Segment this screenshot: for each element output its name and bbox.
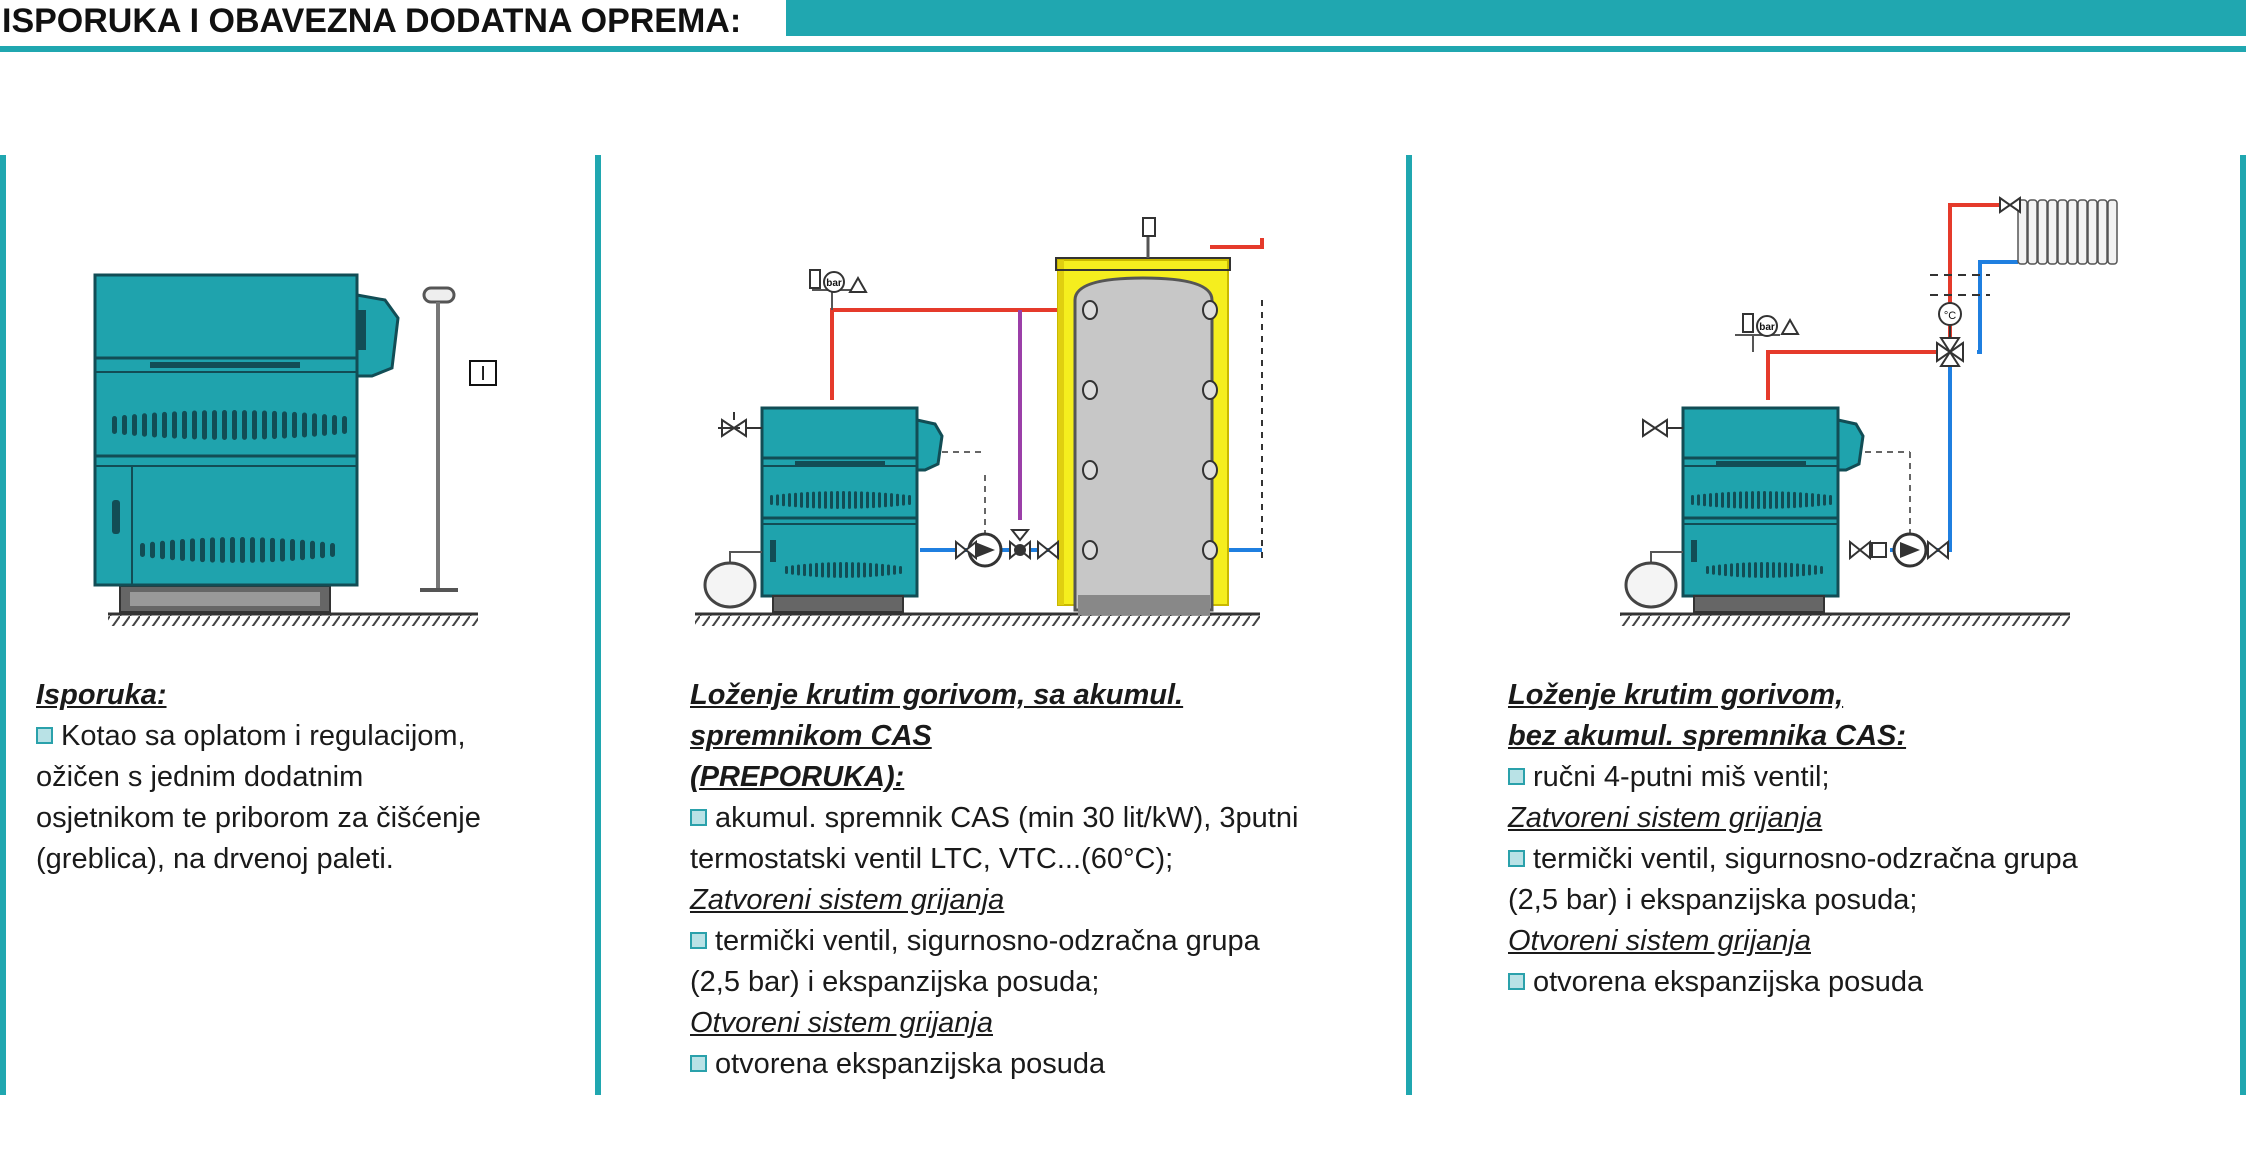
page-title: ISPORUKA I OBAVEZNA DODATNA OPREMA: [2, 2, 742, 40]
vent-slot [1706, 566, 1709, 574]
accumulator-heading-1: Loženje krutim gorivom, sa akumul. [690, 679, 1184, 711]
vent-slot [1715, 493, 1718, 508]
open-system-heading: Otvoreni sistem grijanja [690, 1007, 993, 1039]
direct-section [1508, 675, 2078, 1003]
vent-slot [1787, 492, 1790, 509]
accumulator-item-3-text: otvorena ekspanzijska posuda [715, 1048, 1106, 1080]
vent-slot [1724, 564, 1727, 576]
delivery-line-3: osjetnikom te priborom za čišćenje [36, 802, 481, 834]
open-system-heading: Otvoreni sistem grijanja [1508, 925, 1811, 957]
pressure-gauge-label: bar [1759, 322, 1775, 333]
vent-slot [1748, 562, 1751, 577]
direct-item-1-text: ručni 4-putni miš ventil; [1533, 761, 1830, 793]
four-way-mixing-valve-icon [1937, 303, 1963, 366]
radiator-fin [2088, 200, 2097, 264]
radiator-fin [2078, 200, 2087, 264]
boiler-icon [1683, 408, 1863, 612]
direct-item-3-text: otvorena ekspanzijska posuda [1533, 966, 1924, 998]
delivery-line-2: ožičen s jednim dodatnim [36, 761, 364, 793]
vent-slot [1751, 491, 1754, 509]
delivery-heading: Isporuka: [36, 679, 167, 711]
vent-slot [1766, 562, 1769, 578]
vent-slot [1814, 565, 1817, 575]
accumulator-item-1-cont: termostatski ventil LTC, VTC...(60°C); [690, 843, 1174, 875]
closed-system-heading: Zatvoreni sistem grijanja [690, 884, 1005, 916]
vent-slot [1733, 492, 1736, 509]
direct-heading-1: Loženje krutim gorivom, [1508, 679, 1844, 711]
vent-slot [1829, 495, 1832, 505]
vent-slot [1697, 494, 1700, 505]
vent-slot [1772, 562, 1775, 578]
accumulator-item-1-text: akumul. spremnik CAS (min 30 lit/kW), 3putni [715, 802, 1299, 834]
vent-slot [1781, 491, 1784, 508]
vent-slot [1778, 562, 1781, 577]
accumulator-item-2-text: termički ventil, sigurnosno-odzračna grupa [715, 925, 1260, 957]
direct-item-2-text: termički ventil, sigurnosno-odzračna grupa [1533, 843, 2078, 875]
direct-item-2 [1508, 839, 2078, 880]
direct-heading-2: bez akumul. spremnika CAS: [1508, 720, 1907, 752]
vent-slot [1754, 562, 1757, 578]
vent-slot [1757, 491, 1760, 509]
vent-slot [1718, 564, 1721, 575]
vent-slot [1760, 562, 1763, 578]
delivery-line-1 [36, 716, 481, 757]
vent-slot [1793, 492, 1796, 508]
radiator-icon [2018, 200, 2117, 264]
bullet-icon [1508, 973, 1525, 990]
radiator-fin [2038, 200, 2047, 264]
direct-item-3 [1508, 962, 2078, 1003]
radiator-fin [2108, 200, 2117, 264]
thermometer-label: °C [1943, 310, 1957, 322]
pump-icon [1894, 534, 1926, 566]
radiator-fin [2048, 200, 2057, 264]
closed-system-heading: Zatvoreni sistem grijanja [1508, 802, 1823, 834]
bullet-icon [36, 727, 53, 744]
accumulator-item-2 [690, 921, 1298, 962]
accumulator-section [690, 675, 1298, 1085]
thermal-valve-icon [1643, 420, 1683, 436]
accumulator-item-2-cont: (2,5 bar) i ekspanzijska posuda; [690, 966, 1100, 998]
vent-slot [1721, 492, 1724, 507]
vent-slot [1730, 563, 1733, 576]
label-box-text: I [480, 363, 486, 385]
vent-slot [1736, 563, 1739, 577]
bullet-icon [1508, 768, 1525, 785]
vent-slot [1796, 563, 1799, 576]
accumulator-item-3 [690, 1044, 1298, 1085]
vent-slot [1745, 491, 1748, 509]
vent-slot [1799, 492, 1802, 507]
vent-slot [1763, 491, 1766, 509]
accumulator-heading-2: spremnikom CAS [690, 720, 932, 752]
vent-slot [1805, 493, 1808, 508]
delivery-line-4: (greblica), na drvenoj paleti. [36, 843, 394, 875]
vent-slot [1709, 493, 1712, 507]
vent-slot [1802, 564, 1805, 576]
vent-slot [1712, 565, 1715, 575]
delivery-section [36, 675, 481, 880]
vent-slot [1739, 491, 1742, 508]
safety-group-icon [1735, 314, 1798, 352]
vent-slot [1775, 491, 1778, 509]
vent-slot [1817, 494, 1820, 507]
vent-slot [1769, 491, 1772, 509]
radiator-fin [2068, 200, 2077, 264]
accumulator-item-1 [690, 798, 1298, 839]
vent-slot [1784, 563, 1787, 578]
vent-slot [1727, 492, 1730, 508]
direct-item-2-cont: (2,5 bar) i ekspanzijska posuda; [1508, 884, 1918, 916]
vent-slot [1811, 493, 1814, 507]
radiator-fin [2098, 200, 2107, 264]
vent-slot [1790, 563, 1793, 577]
bullet-icon [690, 932, 707, 949]
delivery-line-1-text: Kotao sa oplatom i regulacijom, [61, 720, 466, 752]
accumulator-heading-3: (PREPORUKA): [690, 761, 905, 793]
pressure-gauge-label: bar [826, 278, 842, 289]
radiator-fin [2028, 200, 2037, 264]
bullet-icon [690, 809, 707, 826]
radiator-fin [2058, 200, 2067, 264]
vent-slot [1691, 495, 1694, 505]
vent-slot [1820, 566, 1823, 574]
vent-slot [1703, 494, 1706, 507]
bullet-icon [1508, 850, 1525, 867]
bullet-icon [690, 1055, 707, 1072]
expansion-vessel-icon [1626, 552, 1683, 607]
vent-slot [1823, 494, 1826, 505]
direct-item-1 [1508, 757, 2078, 798]
vent-slot [1742, 563, 1745, 578]
vent-slot [1808, 564, 1811, 575]
